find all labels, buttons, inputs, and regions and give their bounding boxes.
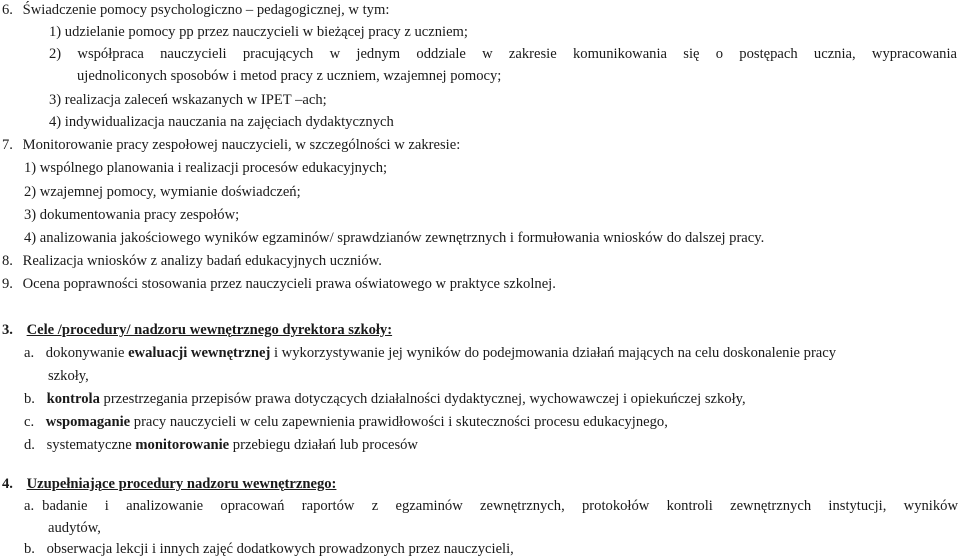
item-8 <box>2 251 382 271</box>
section-3-c-label: c. <box>24 414 35 430</box>
item-9 <box>2 274 556 294</box>
section-3-a-pre: dokonywanie <box>45 345 129 361</box>
item-7-sub-2: 2) wzajemnej pomocy, wymianie doświadczeń; <box>24 184 301 200</box>
item-6-sub-3: 3) realizacja zaleceń wskazanych w IPET –ach; <box>49 92 327 108</box>
item-6-sub-2-cont: ujednoliconych sposobów i metod pracy z uczniem, wzajemnej pomocy; <box>77 68 502 84</box>
section-3-d-post: przebiegu działań lub procesów <box>229 437 418 453</box>
section-3-title: Cele /procedury/ nadzoru wewnętrznego dyrektora szkoły: <box>26 322 393 338</box>
section-4-item-a <box>24 496 958 516</box>
section-3-item-a <box>24 343 836 363</box>
section-4-b-label: b. <box>24 541 35 557</box>
section-3-d-pre: systematyczne <box>46 437 136 453</box>
section-3-heading <box>2 320 392 340</box>
section-3-item-c <box>24 412 668 432</box>
section-3-a-label: a. <box>24 345 35 361</box>
section-3-c-post: pracy nauczycieli w celu zapewnienia prawidłowości i skuteczności procesu edukacyjnego, <box>130 414 668 430</box>
section-4-b-text: obserwacja lekcji i innych zajęć dodatkowych prowadzonych przez nauczycieli, <box>46 541 514 557</box>
section-3-b-label: b. <box>24 391 35 407</box>
section-4-item-b <box>24 539 514 559</box>
item-6 <box>2 0 389 20</box>
section-4-a-label: a. <box>24 498 35 514</box>
item-9-text: Ocena poprawności stosowania przez nauczycieli prawa oświatowego w praktyce szkolnej. <box>22 276 556 292</box>
section-3-d-bold: monitorowanie <box>135 437 230 453</box>
item-6-num: 6. <box>2 2 13 18</box>
item-6-sub-4: 4) indywidualizacja nauczania na zajęciach dydaktycznych <box>49 114 394 130</box>
item-7-sub-4: 4) analizowania jakościowego wyników egzaminów/ sprawdzianów zewnętrznych i formułowania wniosków do dalszej pracy. <box>24 230 765 246</box>
section-4-a-cont: audytów, <box>48 520 101 536</box>
item-6-text: Świadczenie pomocy psychologiczno – pedagogicznej, w tym: <box>22 2 390 18</box>
item-7 <box>2 135 460 155</box>
section-3-num: 3. <box>2 322 13 338</box>
section-3-c-bold: wspomaganie <box>45 414 131 430</box>
section-4-heading <box>2 474 336 494</box>
section-4-num: 4. <box>2 476 13 492</box>
section-3-b-bold: kontrola <box>46 391 100 407</box>
item-7-sub-1: 1) wspólnego planowania i realizacji procesów edukacyjnych; <box>24 160 388 176</box>
item-6-sub-2: 2) współpraca nauczycieli pracujących w jednym oddziale w zakresie komunikowania się o postępach ucznia, wypracowania <box>49 46 957 62</box>
item-7-sub-3: 3) dokumentowania pracy zespołów; <box>24 207 240 223</box>
section-3-a-bold: ewaluacji wewnętrznej <box>128 345 271 361</box>
section-3-item-b <box>24 389 746 409</box>
section-4-a-text: badanie i analizowanie opracowań raportów z egzaminów zewnętrznych, protokołów kontroli zewnętrznych instytucji, wyników <box>42 498 958 514</box>
item-8-text: Realizacja wniosków z analizy badań edukacyjnych uczniów. <box>22 253 382 269</box>
section-3-item-d <box>24 435 418 455</box>
item-8-num: 8. <box>2 253 13 269</box>
item-7-text: Monitorowanie pracy zespołowej nauczycieli, w szczególności w zakresie: <box>22 137 461 153</box>
section-3-a-post: i wykorzystywanie jej wyników do podejmowania działań mających na celu doskonalenie pracy <box>270 345 837 361</box>
section-4-title: Uzupełniające procedury nadzoru wewnętrznego: <box>26 476 337 492</box>
section-3-a-cont: szkoły, <box>48 368 89 384</box>
section-3-d-label: d. <box>24 437 35 453</box>
section-3-b-post: przestrzegania przepisów prawa dotyczących działalności dydaktycznej, wychowawczej i opiekuńczej szkoły, <box>99 391 746 407</box>
item-6-sub-1: 1) udzielanie pomocy pp przez nauczycieli w bieżącej pracy z uczniem; <box>49 24 468 40</box>
item-7-num: 7. <box>2 137 13 153</box>
item-9-num: 9. <box>2 276 13 292</box>
